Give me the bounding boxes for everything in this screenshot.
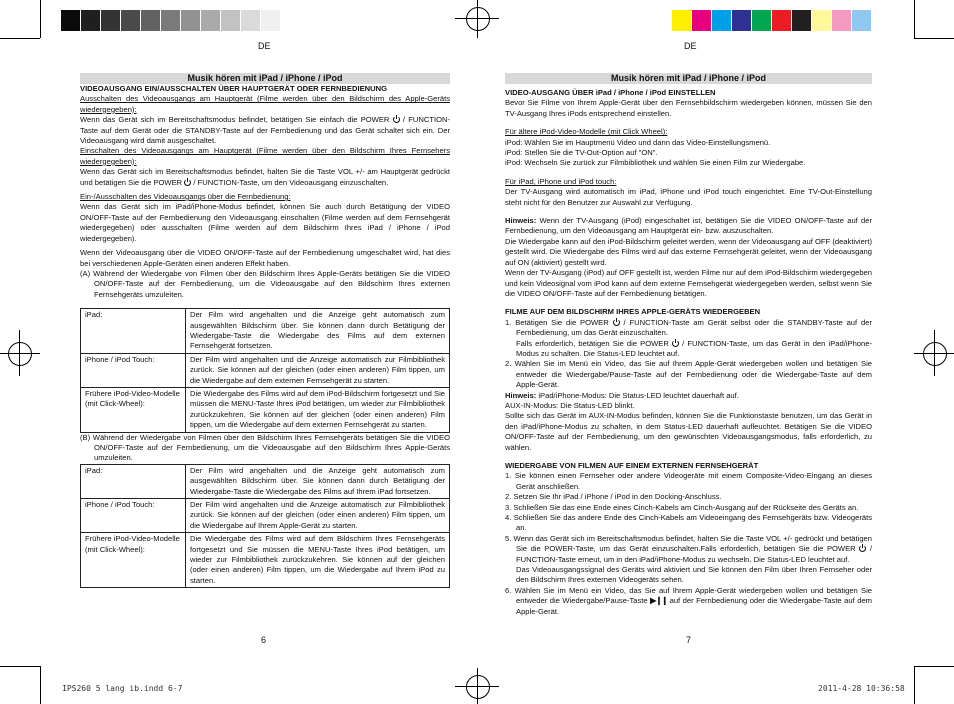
process-swatch (732, 10, 751, 31)
device-cell: iPhone / iPod Touch: (81, 499, 186, 533)
right-page-content (505, 88, 872, 617)
subheading: Einschalten des Videoausgangs am Hauptgerät (Filme werden über den Bildschirm Ihres Fernsehers wiedergegeben): (80, 146, 450, 166)
power-icon (672, 340, 679, 347)
paragraph: AUX-IN-Modus: Die Status-LED blinkt. (505, 400, 635, 410)
hint: Hinweis: iPad/iPhone-Modus: Die Status-LED leuchtet dauerhaft auf. (505, 390, 739, 400)
page-language-label: DE (684, 41, 697, 51)
list-item: 2. Setzen Sie Ihr iPad / iPhone / iPod in den Docking-Anschluss. (505, 492, 722, 502)
paragraph: Wenn das Gerät sich im Bereitschaftsmodus befindet, betätigen Sie einfach die POWER / FUNCTION-Taste auf dem Gerät oder die STANDBY-Taste auf der Fernbedienung und das Gerät schaltet sich ein. Der Videoausgang wird damit ausgeschaltet. (80, 115, 450, 146)
paragraph: Die Wiedergabe kann auf den iPod-Bildschirm geleitet werden, wenn der Videoausgang auf OFF (deaktiviert) gestellt wird. Die Wiedergabe des Films wird auf das externe Fernsehgerät geleitet, wenn der Videoausgang auf ON (aktiviert) gestellt wird. (505, 236, 872, 267)
list-item: iPod: Stellen Sie die TV-Out-Option auf "ON". (505, 148, 658, 158)
process-swatch (812, 10, 831, 31)
process-swatch (752, 10, 771, 31)
device-table-a (80, 308, 450, 432)
list-item: 6. Wählen Sie im Menü ein Video, das Sie auf Ihrem Apple-Gerät wiedergeben wollen und betätigen Sie entweder die Wiedergabe/Pause-Taste ▶❙❙ auf der Fernbedienung oder die Wiedergabe-Taste auf dem Apple-Gerät. (505, 585, 872, 616)
list-item: 4. Schließen Sie das andere Ende des Cinch-Kabels am Videoeingang des Fernsehgeräts bzw. Videogeräts an. (505, 513, 872, 533)
device-cell: iPhone / iPod Touch: (81, 353, 186, 387)
table-row (81, 387, 450, 432)
list-item: Das Videoausgangssignal des Geräts wird aktiviert und Sie können den Film über Ihren Fernseher oder den Bildschirm Ihres externen Videogeräts sehen. (516, 565, 872, 585)
gray-swatch (221, 10, 240, 31)
behavior-cell: Der Film wird angehalten und die Anzeige automatisch zur Filmbibliothek zurück. Sie können auf der gleichen (oder einen anderen) Film tippen, um die Wiedergabe auf dem externen Fernsehgerät zu starten. (186, 353, 450, 387)
page-number: 6 (261, 635, 267, 645)
gray-swatch (141, 10, 160, 31)
section-heading: VIDEOAUSGANG EIN/AUSSCHALTEN ÜBER HAUPTGERÄT ODER FERNBEDIENUNG (80, 84, 388, 93)
table-row (81, 464, 450, 498)
gray-swatch (161, 10, 180, 31)
paragraph: Wenn der TV-Ausgang (iPod) auf OFF gestellt ist, werden Filme nur auf dem iPod-Bildschirm wiedergegeben und kein Videosignal vom iPod kann auf dem externe Fernsehgerät wiedergegeben werden, selbst wenn Sie die VIDEO ON/OFF-Taste auf der Fernbedienung betätigen. (505, 268, 872, 298)
process-swatch (792, 10, 811, 31)
section-title-bar: Musik hören mit iPad / iPhone / iPod (505, 73, 872, 84)
page-number: 7 (686, 635, 692, 645)
paragraph: Wenn der Videoausgang über die VIDEO ON/OFF-Taste auf der Fernbedienung umgeschaltet wird, hat dies bei verschiedenen Apple-Geräten einen anderen Effekt haben. (80, 248, 450, 268)
gray-swatch (81, 10, 100, 31)
gray-swatch (261, 10, 280, 31)
process-swatch (772, 10, 791, 31)
behavior-cell: Der Film wird angehalten und die Anzeige automatisch zur Filmbibliothek zurück. Sie können auf der gleichen (oder einen anderen) Film tippen, um die Wiedergabe auf Ihrem Apple-Gerät zu starten. (186, 499, 450, 533)
paragraph: Wenn das Gerät sich im iPad/iPhone-Modus befindet, können Sie auch durch Betätigung der VIDEO ON/OFF-Taste auf der Fernbedienung den Videoausgang einschalten (Filme werden auf dem Fernsehgerät wiedergegeben) oder ausschalten (Filme werden auf dem Bildschirm Ihres iPad / iPhone / iPod wiedergegeben). (80, 202, 450, 243)
device-cell: iPad: (81, 309, 186, 354)
process-swatch (832, 10, 851, 31)
print-timestamp: 2011-4-28 10:36:58 (818, 684, 905, 693)
table-row (81, 499, 450, 533)
list-item: iPod: Wählen Sie im Hauptmenü Video und dann das Video-Einstellungsmenü. (505, 137, 771, 147)
file-info: IPS260 5 lang ib.indd 6-7 (62, 684, 183, 693)
process-swatch (852, 10, 871, 31)
device-table-b (80, 464, 450, 588)
section-heading: FILME AUF DEM BILDSCHIRM IHRES APPLE-GERÄTS WIEDERGEBEN (505, 307, 761, 317)
power-icon (859, 545, 866, 552)
gray-swatch (121, 10, 140, 31)
list-item: 2. Wählen Sie im Menü ein Video, das Sie auf Ihrem Apple-Gerät wiedergeben wollen und betätigen Sie entweder die Wiedergabe/Pause-Taste auf der Fernbedienung oder die Wiedergabe-Taste auf dem Apple-Gerät. (505, 359, 872, 390)
list-item: 5. Wenn das Gerät sich im Bereitschaftsmodus befindet, halten Sie die Taste VOL +/- gedrückt und betätigen Sie die POWER-Taste, um das Gerät einzuschalten.Falls erforderlich, betätigen Sie die POWER / FUNCTION-Taste erneut, um in den iPad/iPhone-Modus zu wechseln. Die Status-LED leuchtet auf. (505, 533, 872, 564)
gray-swatch (61, 10, 80, 31)
behavior-cell: Die Wiedergabe des Films wird auf dem iPod-Bildschirm fortgesetzt und Sie müssen die MENU-Taste Ihres iPod betätigen, um wieder zur Filmbibliothek zurückzukehren. Sie können auf der gleichen (oder einen anderen) Film tippen, um die Wiedergabe auf dem externen Fernsehgerät zu starten. (186, 387, 450, 432)
list-item: iPod: Wechseln Sie zurück zur Filmbibliothek und wählen Sie einen Film zur Wiedergabe. (505, 158, 806, 168)
gray-swatch (201, 10, 220, 31)
process-swatch (712, 10, 731, 31)
section-heading: VIDEO-AUSGANG ÜBER iPad / iPhone / iPod EINSTELLEN (505, 88, 716, 97)
device-cell: Frühere iPod-Video-Modelle (mit Click-Wheel): (81, 387, 186, 432)
subheading: Ausschalten des Videoausgangs am Hauptgerät (Filme werden über den Bildschirm des Apple-Geräts wiedergegeben): (80, 94, 450, 114)
paragraph: (B) Während der Wiedergabe von Filmen über den Bildschirm Ihres Fernsehgeräts betätigen Sie die VIDEO ON/OFF-Taste auf der Fernbedienung, um die Videoausgabe auf den Bildschirm Ihres Apple-Geräts umzuleiten. (80, 432, 450, 463)
paragraph: Der TV-Ausgang wird automatisch im iPad, iPhone und iPod touch eingerichtet. Eine TV-Out-Einstellung steht nicht für den Benutzer zur Auswahl zur Verfügung. (505, 187, 872, 207)
paragraph: Bevor Sie Filme von Ihrem Apple-Gerät über den Fernsehbildschirm wiedergeben können, müssen Sie den TV-Ausgang Ihres iPods entsprechend einstellen. (505, 98, 872, 118)
subheading: Für iPad, iPhone und iPod touch: (505, 176, 617, 186)
play-pause-icon: ▶❙❙ (650, 596, 668, 606)
subheading: Ein-/Ausschalten des Videoausgangs über die Fernbedienung: (80, 192, 291, 202)
table-row (81, 353, 450, 387)
list-item: 3. Schließen Sie das eine Ende eines Cinch-Kabels am Cinch-Ausgang auf der Rückseite des Geräts an. (505, 502, 859, 512)
left-page-content (80, 84, 450, 588)
process-swatch (672, 10, 691, 31)
power-icon (613, 319, 620, 326)
device-cell: iPad: (81, 464, 186, 498)
power-icon (393, 116, 400, 123)
paragraph: (A) Während der Wiedergabe von Filmen über den Bildschirm Ihres Apple-Geräts betätigen Sie die VIDEO ON/OFF-Taste auf der Fernbedienung, um die Videoausgabe auf den Bildschirm Ihres externen Fernsehgeräts umzuleiten. (80, 268, 450, 299)
power-icon (184, 179, 191, 186)
section-title-bar: Musik hören mit iPad / iPhone / iPod (80, 73, 450, 84)
process-swatch (692, 10, 711, 31)
paragraph: Sollte sich das Gerät im AUX-IN-Modus befinden, können Sie die Funktionstaste benutzen, um das Gerät in den iPad/iPhone-Modus zu schalten, in dem Status-LED dauerhaft aufleuchtet. Betätigen Sie die VIDEO ON/OFF-Taste auf der Fernbedienung, um den gewünschten Videoausgangsmodus, falls erforderlich, zu wählen. (505, 411, 872, 452)
hint: Hinweis: Wenn der TV-Ausgang (iPod) eingeschaltet ist, betätigen Sie die VIDEO ON/OFF-Taste auf der Fernbedienung, um den Videoausgang am Hauptgerät ein- bzw. auszuschalten. (505, 216, 872, 236)
subheading: Für ältere iPod-Video-Modelle (mit Click Wheel): (505, 127, 668, 137)
section-heading: WIEDERGABE VON FILMEN AUF EINEM EXTERNEN FERNSEHGERÄT (505, 461, 759, 470)
list-item: 1. Sie können einen Fernseher oder andere Videogeräte mit einem Composite-Video-Eingang an dieses Gerät anschließen. (505, 471, 872, 491)
table-row (81, 309, 450, 354)
table-row (81, 533, 450, 588)
gray-swatch (181, 10, 200, 31)
gray-swatch (241, 10, 260, 31)
gray-swatch (101, 10, 120, 31)
behavior-cell: Der Film wird angehalten und die Anzeige geht automatisch zum ausgewählten Bildschirm über. Sie können dann durch Betätigung der Wiedergabe-Taste die Wiedergabe des Films auf dem externen Fernsehgerät fortsetzen. (186, 309, 450, 354)
page-language-label: DE (258, 41, 271, 51)
device-cell: Frühere iPod-Video-Modelle (mit Click-Wheel): (81, 533, 186, 588)
list-item: Falls erforderlich, betätigen Sie die POWER / FUNCTION-Taste, um das Gerät in den iPad/iPhone-Modus zu schalten. Die Status-LED leuchtet auf. (516, 338, 872, 358)
behavior-cell: Der Film wird angehalten und die Anzeige geht automatisch zum ausgewählten Bildschirm über. Sie können dann durch Betätigung der Wiedergabe-Taste die Wiedergabe des Films auf Ihrem iPad fortsetzen. (186, 464, 450, 498)
behavior-cell: Die Wiedergabe des Films wird auf dem Bildschirm Ihres Fernsehgeräts fortgesetzt und Sie müssen die MENU-Taste Ihres iPod betätigen, um wieder zur Filmbibliothek zurückzukehren. Sie können auf der gleichen (oder einen anderen) Film tippen, um die Wiedergabe auf Ihrem iPod zu starten. (186, 533, 450, 588)
list-item: 1. Betätigen Sie die POWER / FUNCTION-Taste am Gerät selbst oder die STANDBY-Taste auf der Fernbedienung, um das Gerät einzuschalten. (505, 317, 872, 338)
paragraph: Wenn das Gerät sich im Bereitschaftsmodus befindet, halten Sie die Taste VOL +/- am Hauptgerät gedrückt und betätigen Sie die POWER / FUNCTION-Taste, um den Videoausgang einzuschalten. (80, 167, 450, 187)
